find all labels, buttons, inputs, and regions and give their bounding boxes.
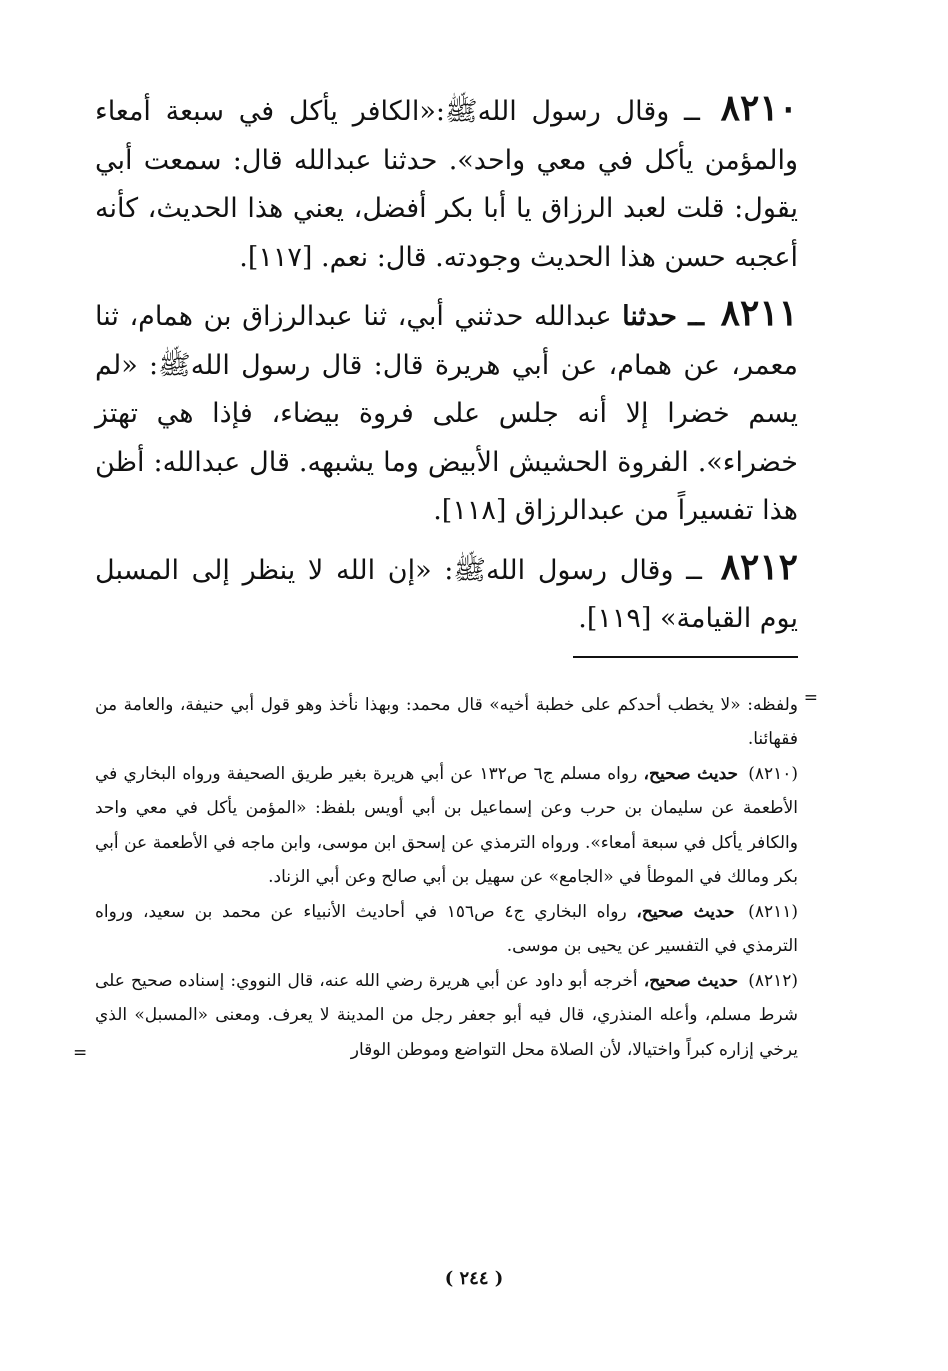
footnote-grade: حديث صحيح، <box>643 763 739 784</box>
hadith-8210 <box>95 84 798 282</box>
footnotes <box>73 687 818 1068</box>
footnote-continuation: ولفظه: «لا يخطب أحدكم على خطبة أخيه» قال محمد: وبهذا نأخذ وهو قول أبي حنيفة، والعامة من فقهائنا. <box>95 694 798 749</box>
page-body <box>73 84 818 1067</box>
hadith-text: ــ وقال رسول اللهﷺ: «إن الله لا ينظر إلى المسبل يوم القيامة» [١١٩]. <box>95 554 798 634</box>
footnote-8212 <box>95 964 798 1068</box>
hadith-number: ٨٢١٢ <box>720 545 798 588</box>
hadith-text: ــ وقال رسول اللهﷺ:«الكافر يأكل في سبعة أمعاء والمؤمن يأكل في معي واحد». حدثنا عبدالله قال: سمعت أبي يقول: قلت لعبد الرزاق يا أبا بكر أفضل، يعني هذا الحديث، كأنه أعجبه حسن هذا الحديث وجودته. قال: نعم. [١١٧]. <box>95 96 798 273</box>
footnote-ref: (٨٢١١) <box>748 901 798 922</box>
footnote-grade: حديث صحيح، <box>636 901 735 922</box>
footnote-continued-mark: = <box>803 687 818 708</box>
footnote-text: أخرجه أبو داود عن أبي هريرة رضي الله عنه، قال النووي: إسناده صحيح على شرط مسلم، وأعله المنذري، قال فيه أبو جعفر رجل من المدينة لا يعرف. ومعنى «المسبل» الذي يرخي إزاره كبراً واختيالا، لأن الصلاة محل التواضع وموطن الوقار <box>95 970 798 1060</box>
page-number: ( ٢٤٤ ) <box>444 1268 504 1289</box>
footnote-grade: حديث صحيح، <box>643 970 739 991</box>
hadith-8211 <box>95 289 798 536</box>
hadith-number: ٨٢١٠ <box>720 87 798 129</box>
hadith-text: عبدالله حدثني أبي، ثنا عبدالرزاق بن همام، ثنا معمر، عن همام، عن أبي هريرة قال: قال رسول اللهﷺ: «لم يسم خضرا إلا أنه جلس على فروة بيضاء، فإذا هي تهتز خضراء». الفروة الحشيش الأبيض وما يشبهه. قال عبدالله: أظن هذا تفسيراً من عبدالرزاق [١١٨]. <box>95 301 798 526</box>
hadith-lead: ــ حدثنا <box>622 301 705 332</box>
footnote-continues-mark: = <box>73 1043 88 1063</box>
hadith-number: ٨٢١١ <box>720 292 799 334</box>
footnote-divider <box>573 656 798 658</box>
footnote-ref: (٨٢١٠) <box>748 763 799 784</box>
footnote-8210 <box>95 757 798 895</box>
footnote-ref: (٨٢١٢) <box>748 970 799 991</box>
footnote-8211 <box>95 895 798 964</box>
hadith-8212 <box>95 543 798 644</box>
footnote-text: رواه البخاري ج٤ ص١٥٦ في أحاديث الأنبياء عن محمد بن سعيد، ورواه الترمذي في التفسير عن يحيى بن موسى. <box>95 901 798 956</box>
footnote-text: رواه مسلم ج٦ ص١٣٢ عن أبي هريرة بغير طريق الصحيفة ورواه البخاري في الأطعمة عن سليمان بن حرب وعن إسماعيل بن أبي أويس بلفظ: «المؤمن يأكل في معي واحد والكافر يأكل في سبعة أمعاء». ورواه الترمذي عن إسحق ابن موسى، وابن ماجه في الأطعمة عن أبي بكر ومالك في الموطأ في «الجامع» عن سهيل بن أبي صالح وعن أبي الزناد. <box>95 763 798 887</box>
